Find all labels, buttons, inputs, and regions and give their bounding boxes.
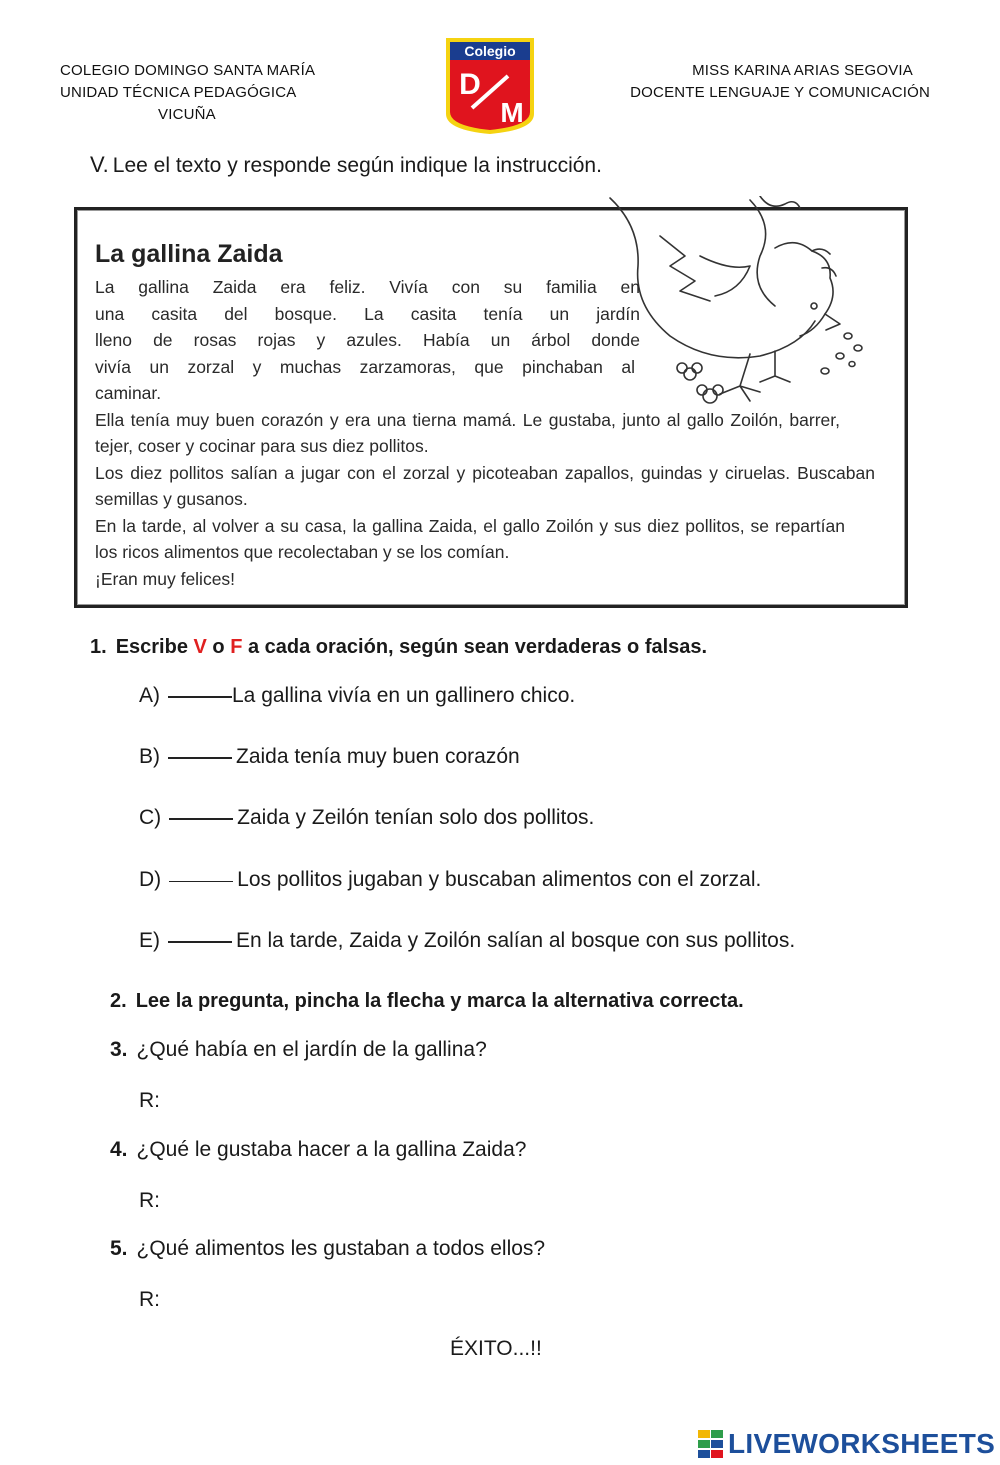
- question-text: Lee la pregunta, pincha la flecha y marca la alternativa correcta.: [135, 990, 744, 1012]
- story-text: [95, 274, 875, 592]
- closing-text: ÉXITO...!!: [450, 1337, 542, 1360]
- list-item: [139, 745, 520, 769]
- item-letter: A): [139, 684, 160, 707]
- true-letter: V: [193, 636, 207, 658]
- story-paragraph: Ella tenía muy buen corazón y era una tierna mamá. Le gustaba, junto al gallo Zoilón, barrer, tejer, coser y cocinar para sus diez pollitos.: [95, 409, 840, 456]
- list-item: [139, 806, 594, 830]
- item-text: Los pollitos jugaban y buscaban alimentos con el zorzal.: [237, 868, 762, 891]
- question-text: ¿Qué le gustaba hacer a la gallina Zaida?: [136, 1138, 527, 1161]
- q1-prefix: Escribe: [115, 636, 188, 658]
- story-paragraph: ¡Eran muy felices!: [95, 568, 236, 589]
- q1-or: o: [212, 636, 225, 658]
- list-item: [139, 868, 761, 892]
- answer-field-5[interactable]: R:: [139, 1288, 160, 1311]
- answer-blank[interactable]: [169, 818, 233, 820]
- question-text: ¿Qué había en el jardín de la gallina?: [136, 1038, 487, 1061]
- question-number: 3.: [110, 1038, 128, 1061]
- item-text: En la tarde, Zaida y Zoilón salían al bosque con sus pollitos.: [236, 929, 796, 952]
- school-name: COLEGIO DOMINGO SANTA MARÍA: [60, 62, 316, 79]
- question-1-heading: [90, 636, 707, 659]
- answer-blank[interactable]: [168, 757, 232, 759]
- logo-letter-m: M: [500, 97, 524, 128]
- story-line: La gallina Zaida era feliz. Vivía con su familia en: [95, 277, 640, 297]
- answer-field-3[interactable]: R:: [139, 1089, 160, 1112]
- false-letter: F: [230, 636, 243, 658]
- item-letter: B): [139, 745, 160, 768]
- story-line: una casita del bosque. La casita tenía un jardín: [95, 303, 640, 324]
- logo-letter-d: D: [459, 68, 481, 101]
- teacher-header: [630, 60, 930, 104]
- question-number: 5.: [110, 1237, 128, 1260]
- instruction-text: Lee el texto y responde según indique la instrucción.: [112, 154, 602, 177]
- school-unit: UNIDAD TÉCNICA PEDAGÓGICA: [60, 84, 297, 101]
- answer-blank[interactable]: [168, 696, 232, 698]
- question-3: [110, 1038, 487, 1062]
- item-text: Zaida tenía muy buen corazón: [236, 745, 520, 768]
- answer-field-4[interactable]: R:: [139, 1189, 160, 1212]
- logo-top-text: Colegio: [464, 43, 516, 59]
- question-number: 2.: [110, 990, 127, 1012]
- story-line: lleno de rosas rojas y azules. Había un árbol donde: [95, 330, 640, 350]
- question-2-heading: [110, 990, 744, 1013]
- item-letter: C): [139, 806, 162, 829]
- answer-blank[interactable]: [168, 941, 232, 943]
- story-line: vivía un zorzal y muchas zarzamoras, que pinchaban al: [95, 356, 635, 377]
- item-text: La gallina vivía en un gallinero chico.: [232, 684, 576, 707]
- instruction: [90, 152, 602, 178]
- school-header: [60, 60, 315, 126]
- liveworksheets-watermark: [698, 1428, 995, 1460]
- question-number: 1.: [90, 636, 107, 658]
- school-logo: [442, 34, 538, 136]
- teacher-name: MISS KARINA ARIAS SEGOVIA: [692, 62, 913, 79]
- q1-suffix: a cada oración, según sean verdaderas o falsas.: [247, 636, 708, 658]
- item-text: Zaida y Zeilón tenían solo dos pollitos.: [237, 806, 595, 829]
- story-title: La gallina Zaida: [95, 240, 283, 268]
- question-text: ¿Qué alimentos les gustaban a todos ellos?: [136, 1237, 546, 1260]
- school-city: VICUÑA: [158, 106, 216, 123]
- story-paragraph: Los diez pollitos salían a jugar con el zorzal y picoteaban zapallos, guindas y ciruelas. Buscaban semillas y gusanos.: [95, 462, 875, 509]
- instruction-number: V.: [90, 152, 109, 177]
- answer-blank[interactable]: [169, 881, 233, 882]
- item-letter: D): [139, 868, 162, 891]
- list-item: [139, 684, 575, 708]
- question-number: 4.: [110, 1138, 128, 1161]
- story-paragraph: En la tarde, al volver a su casa, la gallina Zaida, el gallo Zoilón y sus diez pollitos, se repartían los ricos alimentos que recolectaban y se los comían.: [95, 515, 845, 562]
- list-item: [139, 929, 795, 953]
- liveworksheets-icon: [698, 1430, 724, 1458]
- liveworksheets-text: LIVEWORKSHEETS: [728, 1428, 996, 1459]
- story-line: caminar.: [95, 383, 162, 403]
- item-letter: E): [139, 929, 160, 952]
- teacher-subject: DOCENTE LENGUAJE Y COMUNICACIÓN: [630, 84, 930, 101]
- question-5: [110, 1237, 545, 1261]
- question-4: [110, 1138, 526, 1162]
